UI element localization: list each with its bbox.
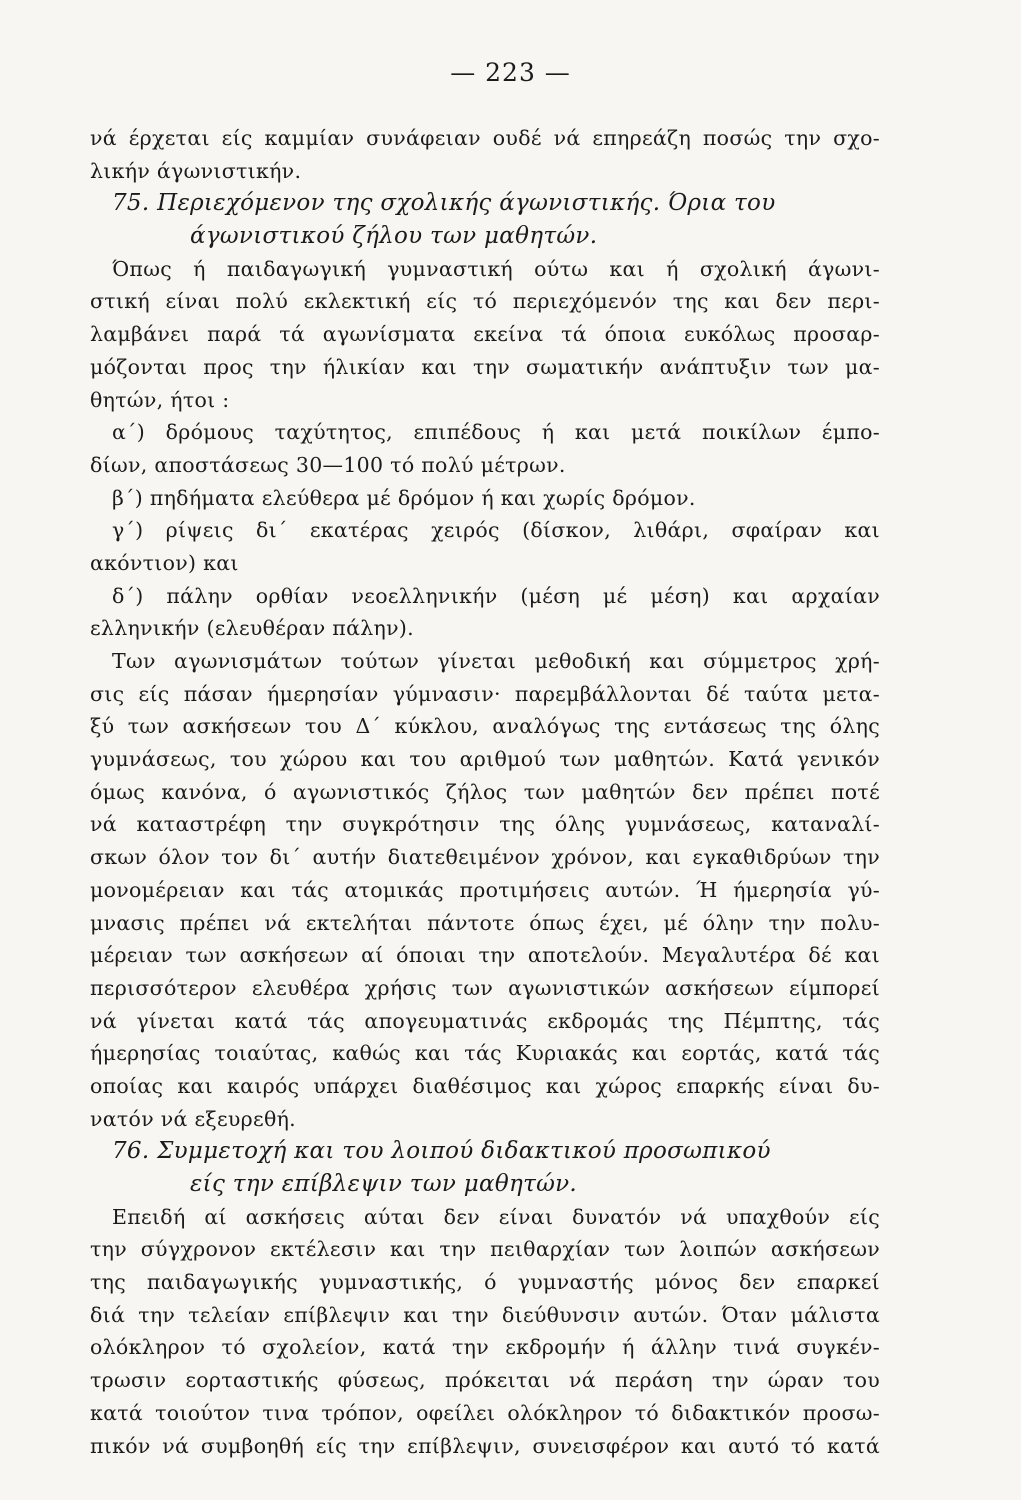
paragraph-line: θητών, ήτοι : [90, 387, 230, 412]
paragraph-line: λαμβάνει παρά τά αγωνίσματα εκείνα τά όποια ευκόλως προσαρ- [90, 322, 880, 347]
paragraph-line: κατά τοιούτον τινα τρόπον, οφείλει ολόκληρον τό διδακτικόν προσω- [90, 1400, 880, 1425]
section-76-heading-cont: είς την επίβλεψιν των μαθητών. [190, 1171, 578, 1197]
paragraph-line: σκων όλον τον δι΄ αυτήν διατεθειμένον χρόνον, και εγκαθιδρύων την [90, 845, 880, 870]
list-item-a: α΄) δρόμους ταχύτητος, επιπέδους ή και μετά ποικίλων έμπο- [112, 420, 880, 445]
paragraph-line: γυμνάσεως, του χώρου και του αριθμού των μαθητών. Κατά γενικόν [90, 747, 880, 772]
paragraph-line: στική είναι πολύ εκλεκτική είς τό περιεχόμενόν της και δεν περι- [90, 289, 880, 314]
page-number: — 223 — [450, 58, 571, 87]
list-item-c-cont: ακόντιον) και [90, 550, 239, 575]
paragraph-line: μέρειαν των ασκήσεων αί όποιαι την αποτελούν. Μεγαλυτέρα δέ και [90, 943, 880, 968]
paragraph-line: την σύγχρονον εκτέλεσιν και την πειθαρχίαν των λοιπών ασκήσεων [90, 1237, 880, 1262]
list-item-b: β΄) πηδήματα ελεύθερα μέ δρόμον ή και χωρίς δρόμον. [112, 485, 696, 510]
paragraph-line: σις είς πάσαν ήμερησίαν γύμνασιν· παρεμβάλλονται δέ ταύτα μετα- [90, 681, 880, 706]
list-item-a-cont: δίων, αποστάσεως 30—100 τό πολύ μέτρων. [90, 452, 566, 477]
paragraph-line: ολόκληρον τό σχολείον, κατά την εκδρομήν ή άλλην τινά συγκέν- [90, 1335, 880, 1360]
paragraph-line: τρωσιν εορταστικής φύσεως, πρόκειται νά περάση την ώραν του [90, 1368, 880, 1393]
paragraph-line: νά καταστρέφη την συγκρότησιν της όλης γυμνάσεως, καταναλί- [90, 812, 880, 837]
paragraph-line: Επειδή αί ασκήσεις αύται δεν είναι δυνατόν νά υπαχθούν είς [112, 1204, 880, 1229]
paragraph-line: πικόν νά συμβοηθή είς την επίβλεψιν, συνεισφέρον και αυτό τό κατά [90, 1433, 880, 1458]
paragraph-line: νατόν νά εξευρεθή. [90, 1106, 296, 1131]
section-75-heading: 75. Περιεχόμενον της σχολικής άγωνιστικής. Όρια του [112, 190, 776, 217]
list-item-d-cont: ελληνικήν (ελευθέραν πάλην). [90, 616, 414, 641]
paragraph-line: μονομέρειαν και τάς ατομικάς προτιμήσεις αυτών. Ή ήμερησία γύ- [90, 877, 880, 902]
paragraph-line: ξύ των ασκήσεων του Δ΄ κύκλου, αναλόγως της εντάσεως της όλης [90, 714, 880, 739]
paragraph-line: της παιδαγωγικής γυμναστικής, ό γυμναστής μόνος δεν επαρκεί [90, 1270, 880, 1295]
list-item-c: γ΄) ρίψεις δι΄ εκατέρας χειρός (δίσκον, λιθάρι, σφαίραν και [112, 518, 880, 543]
paragraph-line: Των αγωνισμάτων τούτων γίνεται μεθοδική και σύμμετρος χρή- [112, 649, 880, 673]
paragraph-line: οποίας και καιρός υπάρχει διαθέσιμος και χώρος επαρκής είναι δυ- [90, 1073, 880, 1098]
paragraph-line: περισσότερον ελευθέρα χρήσις των αγωνιστικών ασκήσεων είμπορεί [90, 975, 880, 1000]
page-body [90, 122, 880, 1462]
text-line: λικήν άγωνιστικήν. [90, 158, 302, 183]
section-76-heading: 76. Συμμετοχή και του λοιπού διδακτικού προσωπικού [112, 1138, 771, 1165]
list-item-d: δ΄) πάλην ορθίαν νεοελληνικήν (μέση μέ μέση) και αρχαίαν [112, 583, 880, 608]
paragraph-line: μνασις πρέπει νά εκτελήται πάντοτε όπως έχει, μέ όλην την πολυ- [90, 910, 880, 935]
section-75-heading-cont: άγωνιστικού ζήλου των μαθητών. [190, 223, 598, 250]
paragraph-line: όμως κανόνα, ό αγωνιστικός ζήλος των μαθητών δεν πρέπει ποτέ [90, 779, 880, 804]
paragraph-line: διά την τελείαν επίβλεψιν και την διεύθυνσιν αυτών. Όταν μάλιστα [90, 1302, 880, 1327]
paragraph-line: ήμερησίας τοιαύτας, καθώς και τάς Κυριακάς και εορτάς, κατά τάς [90, 1041, 880, 1066]
paragraph-line: Όπως ή παιδαγωγική γυμναστική ούτω και ή σχολική άγωνι- [112, 256, 880, 281]
paragraph-line: νά γίνεται κατά τάς απογευματινάς εκδρομάς της Πέμπτης, τάς [90, 1008, 880, 1033]
text-line: νά έρχεται είς καμμίαν συνάφειαν ουδέ νά επηρεάζη ποσώς την σχο- [90, 126, 880, 150]
paragraph-line: μόζονται προς την ήλικίαν και την σωματικήν ανάπτυξιν των μα- [90, 354, 880, 379]
